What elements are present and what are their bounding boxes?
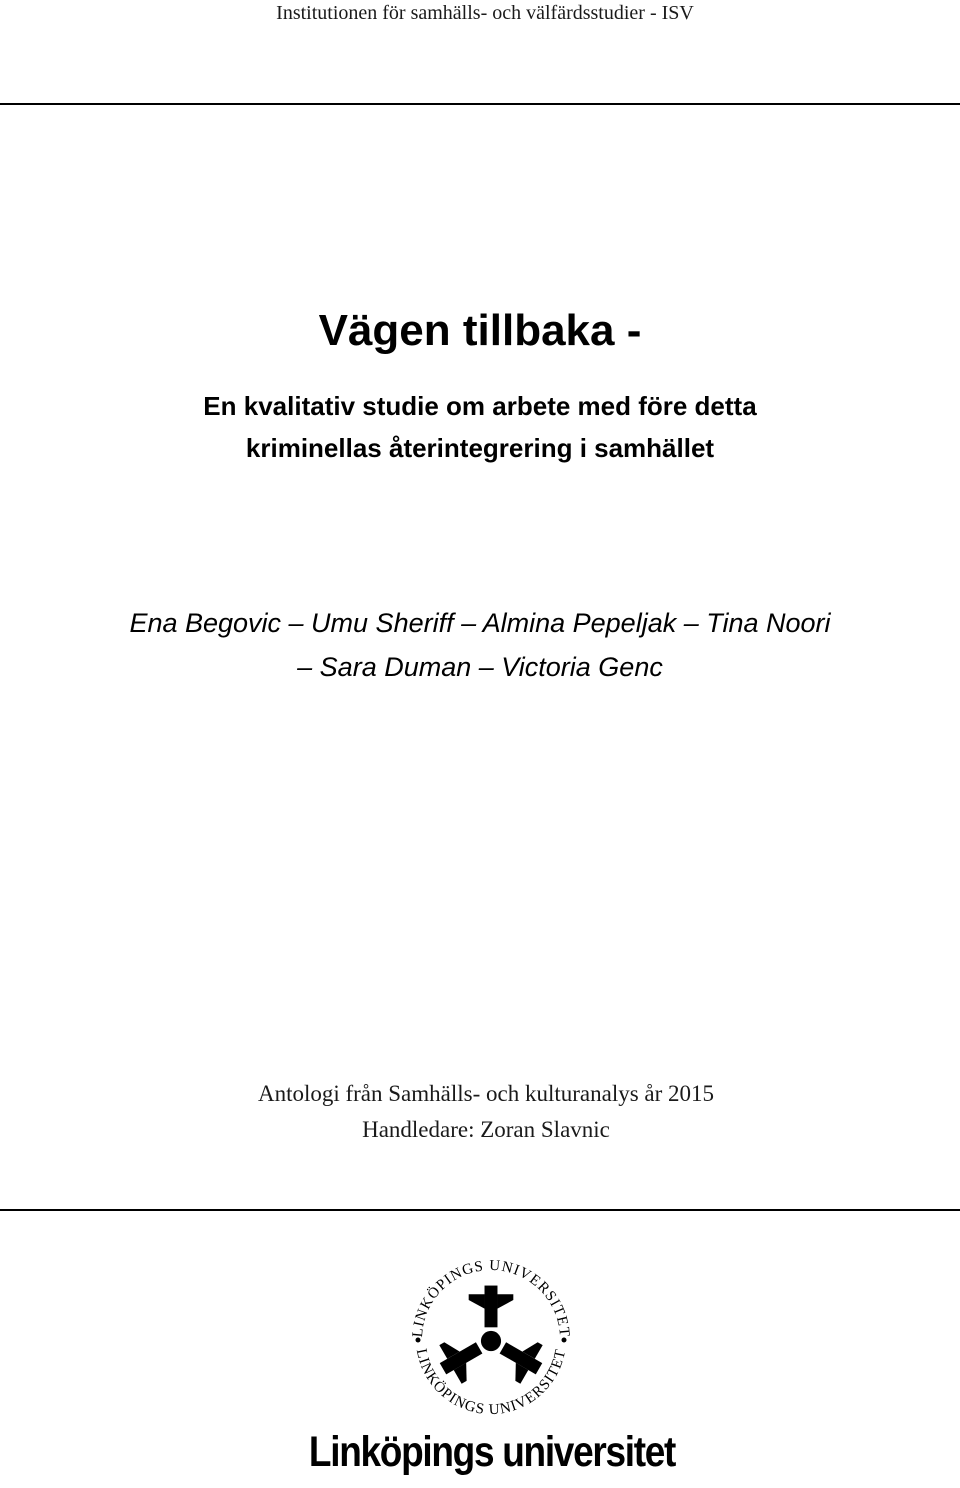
linkoping-university-seal-icon (400, 1248, 582, 1430)
bottom-rule (0, 1209, 960, 1211)
authors-line-1: Ena Begovic – Umu Sheriff – Almina Pepeljak – Tina Noori (129, 608, 831, 638)
svg-text:LINKÖPINGS UNIVERSITET: LINKÖPINGS UNIVERSITET (409, 1257, 573, 1338)
authors-line-2: – Sara Duman – Victoria Genc (297, 652, 663, 682)
anthology-line: Antologi från Samhälls- och kulturanalys år 2015 (257, 1081, 715, 1106)
authors (0, 601, 960, 689)
university-wordmark: Linköpings universitet (308, 1428, 676, 1476)
supervisor-line: Handledare: Zoran Slavnic (362, 1117, 610, 1142)
subtitle (0, 385, 960, 469)
page-title: Vägen tillbaka - (318, 306, 642, 355)
institution-header: Institutionen för samhälls- och välfärdsstudier - ISV (276, 2, 694, 24)
subtitle-line-1: En kvalitativ studie om arbete med före detta (203, 391, 757, 421)
svg-text:LINKÖPINGS UNIVERSITET: LINKÖPINGS UNIVERSITET (412, 1347, 570, 1419)
top-rule (0, 103, 960, 105)
anthology-info (0, 1076, 960, 1148)
subtitle-line-2: kriminellas återintegrering i samhället (245, 433, 715, 463)
